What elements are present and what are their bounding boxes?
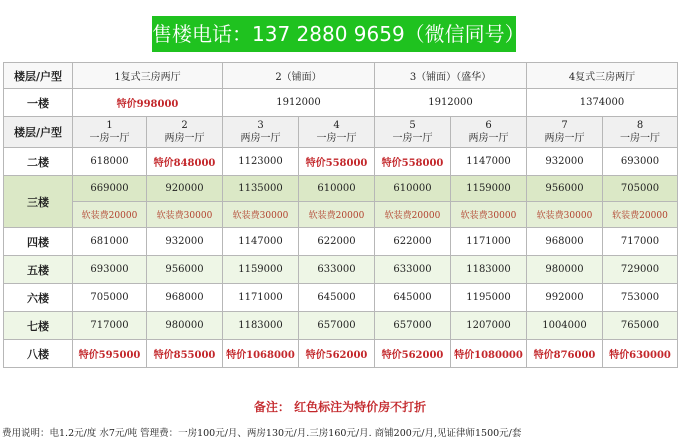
price-cell: 1912000	[223, 89, 375, 117]
group-header: 3（铺面）（盛华）	[375, 63, 527, 89]
price-cell: 1123000	[223, 148, 299, 176]
price-cell: 980000	[527, 256, 603, 284]
price-cell: 932000	[527, 148, 603, 176]
softfit-fee-cell: 软装费30000	[223, 202, 299, 228]
price-cell: 968000	[147, 284, 223, 312]
price-cell: 753000	[603, 284, 678, 312]
unit-header	[299, 117, 375, 148]
price-cell: 1171000	[451, 228, 527, 256]
floor-label: 三楼	[4, 176, 73, 228]
price-cell: 特价855000	[147, 340, 223, 368]
unit-number: 8	[636, 120, 644, 131]
unit-type: 一房一厅	[89, 133, 130, 144]
price-cell: 645000	[299, 284, 375, 312]
price-cell: 610000	[299, 176, 375, 202]
unit-number: 7	[561, 120, 568, 131]
price-cell: 633000	[299, 256, 375, 284]
softfit-fee-cell: 软装费30000	[527, 202, 603, 228]
price-cell: 1159000	[451, 176, 527, 202]
price-cell: 956000	[147, 256, 223, 284]
unit-header	[223, 117, 299, 148]
price-cell: 1147000	[223, 228, 299, 256]
floor-label: 七楼	[4, 312, 73, 340]
price-cell: 705000	[73, 284, 147, 312]
price-cell: 622000	[375, 228, 451, 256]
price-cell: 920000	[147, 176, 223, 202]
softfit-fee-cell: 软装费20000	[73, 202, 147, 228]
price-cell: 1171000	[223, 284, 299, 312]
price-cell: 特价1080000	[451, 340, 527, 368]
softfit-fee-cell: 软装费30000	[147, 202, 223, 228]
floor-label: 六楼	[4, 284, 73, 312]
price-cell: 980000	[147, 312, 223, 340]
price-cell: 特价876000	[527, 340, 603, 368]
price-cell: 717000	[603, 228, 678, 256]
floor-label: 八楼	[4, 340, 73, 368]
unit-header-label: 楼层/户型	[4, 117, 73, 148]
unit-header	[603, 117, 678, 148]
floor-label: 二楼	[4, 148, 73, 176]
price-cell: 1207000	[451, 312, 527, 340]
price-cell: 1374000	[527, 89, 678, 117]
unit-header	[73, 117, 147, 148]
price-cell: 特价558000	[375, 148, 451, 176]
group-header: 4复式三房两厅	[527, 63, 678, 89]
softfit-fee-cell: 软装费20000	[299, 202, 375, 228]
group-header: 1复式三房两厅	[73, 63, 223, 89]
price-cell: 622000	[299, 228, 375, 256]
unit-header	[451, 117, 527, 148]
price-cell: 717000	[73, 312, 147, 340]
fee-description: 费用说明：电1.2元/度 水7元/吨 管理费：一房100元/月、两房130元/月.三房160元/月. 商铺200元/月,见证律师1500元/套	[2, 428, 522, 439]
unit-number: 5	[409, 120, 416, 131]
price-cell: 992000	[527, 284, 603, 312]
price-cell: 693000	[603, 148, 678, 176]
price-cell: 657000	[299, 312, 375, 340]
unit-type: 一房一厅	[392, 133, 433, 144]
unit-header	[375, 117, 451, 148]
price-cell: 968000	[527, 228, 603, 256]
price-cell: 956000	[527, 176, 603, 202]
price-cell: 610000	[375, 176, 451, 202]
price-cell: 729000	[603, 256, 678, 284]
softfit-fee-cell: 软装费30000	[451, 202, 527, 228]
price-cell: 特价998000	[73, 89, 223, 117]
header-label: 楼层/户型	[4, 63, 73, 89]
price-cell: 1195000	[451, 284, 527, 312]
price-cell: 特价562000	[299, 340, 375, 368]
unit-number: 1	[106, 120, 113, 131]
price-cell: 1159000	[223, 256, 299, 284]
unit-type: 两房一厅	[544, 133, 585, 144]
price-cell: 633000	[375, 256, 451, 284]
price-cell: 657000	[375, 312, 451, 340]
price-table	[3, 62, 678, 368]
price-cell: 705000	[603, 176, 678, 202]
unit-header	[147, 117, 223, 148]
price-cell: 特价1068000	[223, 340, 299, 368]
unit-number: 3	[257, 120, 264, 131]
price-cell: 618000	[73, 148, 147, 176]
price-cell: 1183000	[451, 256, 527, 284]
unit-type: 两房一厅	[240, 133, 281, 144]
price-cell: 特价558000	[299, 148, 375, 176]
group-header: 2（铺面）	[223, 63, 375, 89]
floor-label: 五楼	[4, 256, 73, 284]
price-cell: 特价630000	[603, 340, 678, 368]
phone-banner: 售楼电话：137 2880 9659（微信同号）	[152, 16, 516, 52]
price-cell: 1147000	[451, 148, 527, 176]
unit-header	[527, 117, 603, 148]
price-cell: 765000	[603, 312, 678, 340]
price-cell: 669000	[73, 176, 147, 202]
price-cell: 1004000	[527, 312, 603, 340]
floor-label: 一楼	[4, 89, 73, 117]
softfit-fee-cell: 软装费20000	[375, 202, 451, 228]
price-cell: 1135000	[223, 176, 299, 202]
unit-type: 两房一厅	[468, 133, 509, 144]
price-cell: 特价562000	[375, 340, 451, 368]
unit-type: 一房一厅	[620, 133, 660, 144]
unit-number: 2	[181, 120, 188, 131]
unit-number: 4	[333, 120, 340, 131]
floor-label: 四楼	[4, 228, 73, 256]
unit-type: 一房一厅	[316, 133, 357, 144]
price-cell: 645000	[375, 284, 451, 312]
price-cell: 693000	[73, 256, 147, 284]
unit-type: 两房一厅	[164, 133, 205, 144]
price-cell: 1912000	[375, 89, 527, 117]
unit-number: 6	[485, 120, 492, 131]
price-cell: 特价595000	[73, 340, 147, 368]
price-cell: 681000	[73, 228, 147, 256]
price-cell: 特价848000	[147, 148, 223, 176]
price-cell: 932000	[147, 228, 223, 256]
price-cell: 1183000	[223, 312, 299, 340]
softfit-fee-cell: 软装费20000	[603, 202, 678, 228]
top-bar	[0, 0, 680, 62]
remark-note: 备注： 红色标注为特价房不打折	[253, 400, 427, 414]
